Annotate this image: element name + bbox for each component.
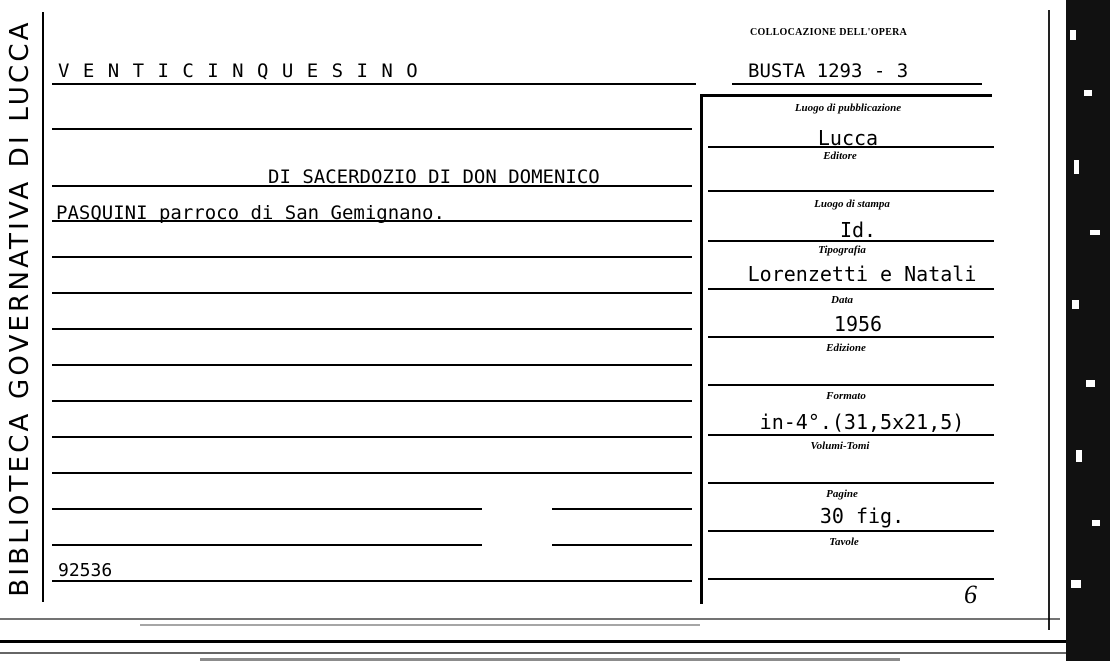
rule-line [52, 472, 692, 474]
corner-mark: 6 [964, 580, 977, 609]
label-edition: Edizione [826, 342, 866, 354]
rule-line [52, 256, 692, 258]
label-format: Formato [826, 390, 866, 402]
label-volumes: Volumi-Tomi [810, 440, 870, 452]
value-place-of-printing: Id. [839, 218, 877, 242]
field-line [708, 578, 994, 580]
rule-line [52, 508, 482, 510]
value-date: 1956 [833, 312, 883, 336]
label-pages: Pagine [826, 488, 858, 500]
rule-line [552, 508, 692, 510]
field-line [708, 288, 994, 290]
label-plates: Tavole [829, 536, 859, 548]
collocation-underline [732, 83, 982, 85]
value-place-of-publication: Lucca [817, 126, 879, 150]
value-printer: Lorenzetti e Natali [747, 262, 977, 286]
field-line [708, 190, 994, 192]
label-date: Data [831, 294, 853, 306]
library-name-text: BIBLIOTECA GOVERNATIVA DI LUCCA [5, 19, 35, 597]
description-line-2: PASQUINI parroco di San Gemignano. [56, 202, 445, 224]
inventory-number: 92536 [58, 560, 113, 581]
field-line [708, 240, 994, 242]
field-line [708, 336, 994, 338]
value-format: in-4°.(31,5x21,5) [759, 410, 965, 434]
rule-line [52, 220, 692, 222]
collocation-header: COLLOCAZIONE DELL'OPERA [750, 27, 908, 38]
label-publisher: Editore [823, 150, 857, 162]
rule-line [52, 400, 692, 402]
label-place-of-publication: Luogo di pubblicazione [794, 102, 902, 114]
rule-line [52, 580, 692, 582]
field-line [708, 146, 994, 148]
rule-line [52, 544, 482, 546]
title-underline [52, 83, 696, 85]
scan-edge [1066, 0, 1110, 661]
field-line [708, 530, 994, 532]
left-margin-rule [42, 12, 44, 602]
right-edge-line [1048, 10, 1050, 630]
rule-line [52, 436, 692, 438]
field-line [708, 482, 994, 484]
library-name-label [2, 18, 38, 598]
collocation-value: BUSTA 1293 - 3 [748, 60, 909, 82]
bottom-scan-edge [0, 610, 1066, 661]
field-line [708, 434, 994, 436]
label-printer: Tipografia [818, 244, 866, 256]
rule-line [552, 544, 692, 546]
rule-line [52, 185, 692, 187]
rule-line [52, 364, 692, 366]
label-place-of-printing: Luogo di stampa [814, 198, 890, 210]
field-line [708, 384, 994, 386]
right-box-border [700, 94, 703, 604]
rule-line [52, 292, 692, 294]
title-text: V E N T I C I N Q U E S I N O [58, 60, 419, 82]
description-line-1: DI SACERDOZIO DI DON DOMENICO [268, 166, 600, 188]
rule-line [52, 328, 692, 330]
right-box-top [700, 94, 992, 97]
value-pages: 30 fig. [819, 504, 905, 528]
rule-line [52, 128, 692, 130]
